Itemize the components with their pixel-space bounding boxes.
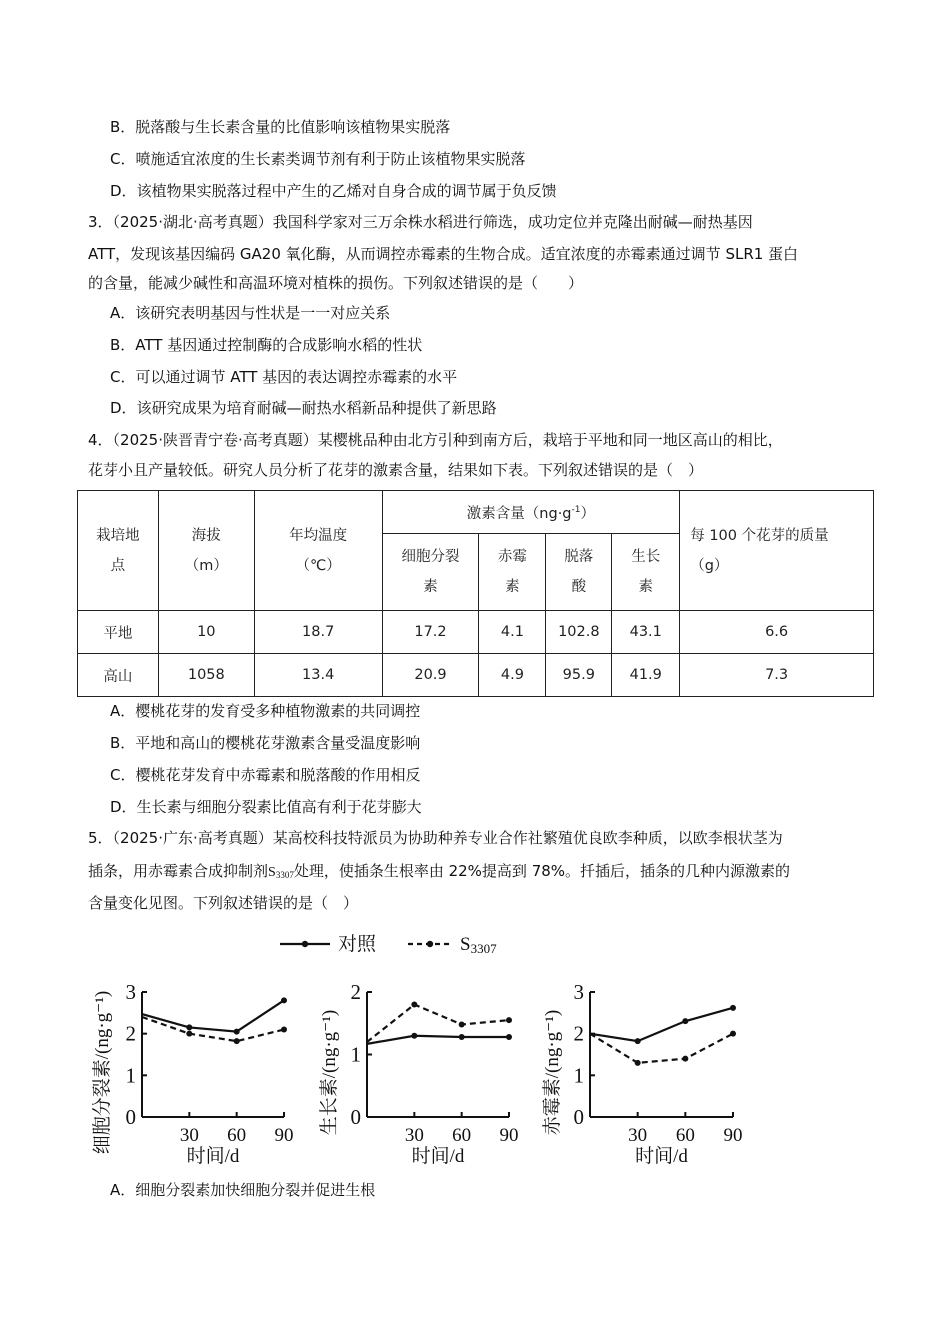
legend-s3307-label: S3307 bbox=[460, 934, 497, 956]
y-tick-label: 1 bbox=[125, 1063, 136, 1088]
cell-mass: 7.3 bbox=[680, 654, 874, 697]
x-tick-label: 90 bbox=[274, 1125, 294, 1146]
line-chart-1 bbox=[91, 980, 294, 1167]
data-point bbox=[682, 1056, 688, 1062]
header-text: 赤霉 bbox=[497, 549, 527, 565]
series-control-line bbox=[142, 1000, 284, 1031]
header-text: 每 100 个花芽的质量 bbox=[690, 527, 829, 544]
option-label: D． bbox=[110, 182, 137, 200]
header-text: 素 bbox=[638, 579, 653, 595]
cell-gibberellin: 4.1 bbox=[479, 611, 546, 654]
header-temperature bbox=[254, 491, 382, 611]
q3-option-b bbox=[110, 335, 422, 355]
option-label: C． bbox=[110, 368, 136, 386]
q4-option-b bbox=[110, 733, 420, 753]
option-text: 脱落酸与生长素含量的比值影响该植物果实脱落 bbox=[135, 118, 451, 136]
header-text: 素 bbox=[505, 579, 520, 595]
x-tick-label: 60 bbox=[227, 1125, 247, 1146]
option-label: B． bbox=[110, 734, 136, 752]
q3-stem-line-2: ATT，发现该基因编码 GA20 氧化酶，从而调控赤霉素的生物合成。适宜浓度的赤霉素通过调节 SLR1 蛋白 bbox=[88, 245, 799, 263]
header-text: ） bbox=[580, 505, 595, 522]
header-text: 海拔 bbox=[191, 527, 221, 544]
stem-text: 插条，用赤霉素合成抑制剂 bbox=[88, 862, 269, 880]
y-tick-label: 2 bbox=[573, 1021, 584, 1046]
data-point bbox=[281, 997, 287, 1003]
option-text: 平地和高山的樱桃花芽激素含量受温度影响 bbox=[135, 734, 421, 752]
cell-mass: 6.6 bbox=[680, 611, 874, 654]
x-axis-label: 时间/d bbox=[411, 1146, 465, 1167]
header-text: 激素含量（ng·g bbox=[466, 505, 572, 522]
y-tick-label: 3 bbox=[573, 980, 584, 1004]
option-text: 樱桃花芽发育中赤霉素和脱落酸的作用相反 bbox=[135, 766, 421, 784]
y-tick-label: 2 bbox=[350, 980, 361, 1004]
q3-option-d bbox=[110, 398, 497, 418]
x-axis-label: 时间/d bbox=[635, 1146, 688, 1167]
y-tick-label: 1 bbox=[350, 1042, 361, 1067]
cell-altitude: 1058 bbox=[158, 654, 254, 697]
option-label: A． bbox=[110, 304, 136, 322]
header-hormone-content bbox=[382, 491, 680, 534]
option-label: A． bbox=[110, 702, 136, 720]
q2-option-d bbox=[110, 181, 557, 201]
q5-option-a bbox=[110, 1180, 375, 1200]
x-tick-label: 60 bbox=[675, 1125, 695, 1146]
cell-auxin: 43.1 bbox=[612, 611, 680, 654]
data-point bbox=[411, 1033, 417, 1039]
data-point bbox=[459, 1022, 465, 1028]
data-point bbox=[281, 1027, 287, 1033]
option-text: 该研究成果为培育耐碱—耐热水稻新品种提供了新思路 bbox=[136, 399, 497, 417]
header-text: 细胞分裂 bbox=[401, 549, 460, 565]
cell-cytokinin: 20.9 bbox=[382, 654, 479, 697]
x-tick-label: 90 bbox=[499, 1125, 519, 1146]
y-axis-label: 细胞分裂素/(ng·g⁻¹) bbox=[92, 990, 113, 1155]
cell-temp: 13.4 bbox=[254, 654, 382, 697]
data-point bbox=[411, 1002, 417, 1008]
q4-stem-line-1: 4．（2025·陕晋青宁卷·高考真题）某樱桃品种由北方引种到南方后，栽培于平地和同一地区高山的相比， bbox=[88, 431, 783, 449]
option-text: 樱桃花芽的发育受多种植物激素的共同调控 bbox=[135, 702, 421, 720]
cell-auxin: 41.9 bbox=[612, 654, 680, 697]
table-row bbox=[78, 611, 874, 654]
header-text: 酸 bbox=[571, 579, 587, 595]
data-point bbox=[506, 1017, 512, 1023]
option-label: C． bbox=[110, 766, 136, 784]
data-point bbox=[234, 1029, 240, 1035]
y-axis-label: 生长素/(ng·g⁻¹) bbox=[319, 1009, 340, 1136]
cell-aba: 95.9 bbox=[546, 654, 612, 697]
data-point bbox=[186, 1024, 192, 1030]
data-point bbox=[635, 1038, 641, 1044]
q4-option-c bbox=[110, 765, 421, 785]
q3-stem-line-1: 3．（2025·湖北·高考真题）我国科学家对三万余株水稻进行筛选，成功定位并克隆出耐碱—耐热基因 bbox=[88, 213, 753, 231]
q2-option-b bbox=[110, 117, 450, 137]
option-label: C． bbox=[110, 150, 136, 168]
option-text: 喷施适宜浓度的生长素类调节剂有利于防止该植物果实脱落 bbox=[135, 150, 526, 168]
series-control-line bbox=[367, 1036, 509, 1044]
header-site bbox=[78, 491, 159, 611]
header-text: 脱落 bbox=[564, 549, 594, 565]
q3-option-a bbox=[110, 303, 390, 323]
header-text: 素 bbox=[423, 579, 438, 595]
x-tick-label: 30 bbox=[404, 1125, 424, 1146]
header-text: 生长 bbox=[631, 549, 661, 565]
option-text: 生长素与细胞分裂素比值高有利于花芽膨大 bbox=[136, 798, 422, 816]
y-tick-label: 2 bbox=[125, 1021, 136, 1046]
cell-aba: 102.8 bbox=[546, 611, 612, 654]
option-text: 该研究表明基因与性状是一一对应关系 bbox=[135, 304, 391, 322]
header-cytokinin bbox=[382, 534, 479, 611]
x-tick-label: 90 bbox=[723, 1125, 743, 1146]
option-text: 该植物果实脱落过程中产生的乙烯对自身合成的调节属于负反馈 bbox=[136, 182, 557, 200]
cell-temp: 18.7 bbox=[254, 611, 382, 654]
line-chart-2 bbox=[318, 980, 519, 1167]
data-point bbox=[506, 1034, 512, 1040]
stem-text: 处理，使插条生根率由 22%提高到 78%。扦插后，插条的几种内源激素的 bbox=[293, 862, 791, 880]
option-label: D． bbox=[110, 399, 137, 417]
header-gibberellin bbox=[479, 534, 546, 611]
q3-option-c bbox=[110, 367, 457, 387]
header-auxin bbox=[612, 534, 680, 611]
q4-stem-line-2: 花芽小且产量较低。研究人员分析了花芽的激素含量，结果如下表。下列叙述错误的是（ ） bbox=[88, 461, 704, 479]
option-text: 可以通过调节 ATT 基因的表达调控赤霉素的水平 bbox=[135, 368, 458, 386]
data-point bbox=[635, 1060, 641, 1066]
cell-gibberellin: 4.9 bbox=[479, 654, 546, 697]
data-point bbox=[730, 1005, 736, 1011]
header-text: （℃） bbox=[295, 557, 341, 574]
line-chart-3 bbox=[541, 980, 743, 1167]
x-axis-label: 时间/d bbox=[186, 1146, 240, 1167]
q2-option-c bbox=[110, 149, 526, 169]
q5-stem-line-3: 含量变化见图。下列叙述错误的是（ ） bbox=[88, 894, 359, 912]
data-point bbox=[186, 1031, 192, 1037]
header-text: 点 bbox=[110, 557, 126, 574]
option-label: B． bbox=[110, 118, 136, 136]
option-label: B． bbox=[110, 336, 136, 354]
header-text: 栽培地 bbox=[96, 527, 140, 544]
y-tick-label: 0 bbox=[125, 1105, 136, 1129]
legend-control-label: 对照 bbox=[338, 934, 377, 955]
header-abscisic-acid bbox=[546, 534, 612, 611]
hormone-table bbox=[77, 490, 874, 697]
option-text: 细胞分裂素加快细胞分裂并促进生根 bbox=[135, 1181, 376, 1199]
option-text: ATT 基因通过控制酶的合成影响水稻的性状 bbox=[135, 336, 423, 354]
header-text: （g） bbox=[690, 557, 729, 574]
x-tick-label: 30 bbox=[628, 1125, 648, 1146]
cell-cytokinin: 17.2 bbox=[382, 611, 479, 654]
hormone-line-charts bbox=[0, 920, 950, 1170]
data-point bbox=[234, 1038, 240, 1044]
option-label: A． bbox=[110, 1181, 136, 1199]
header-text: 年均温度 bbox=[289, 527, 348, 544]
series-control-line bbox=[590, 1008, 733, 1041]
cell-site: 高山 bbox=[78, 654, 159, 697]
header-mass bbox=[680, 491, 874, 611]
q4-option-a bbox=[110, 701, 420, 721]
option-label: D． bbox=[110, 798, 137, 816]
x-tick-label: 30 bbox=[179, 1125, 199, 1146]
table-row bbox=[78, 654, 874, 697]
y-tick-label: 3 bbox=[125, 980, 136, 1004]
y-axis-label: 赤霉素/(ng·g⁻¹) bbox=[542, 1009, 563, 1136]
unit-superscript: -1 bbox=[571, 504, 581, 515]
header-altitude bbox=[158, 491, 254, 611]
cell-site: 平地 bbox=[78, 611, 159, 654]
data-point bbox=[459, 1034, 465, 1040]
data-point bbox=[730, 1031, 736, 1037]
cell-altitude: 10 bbox=[158, 611, 254, 654]
q4-option-d bbox=[110, 797, 422, 817]
header-text: （m） bbox=[184, 557, 228, 574]
x-tick-label: 60 bbox=[452, 1125, 472, 1146]
chart-legend bbox=[280, 933, 497, 956]
y-tick-label: 0 bbox=[573, 1105, 584, 1129]
y-tick-label: 0 bbox=[350, 1105, 361, 1129]
data-point bbox=[682, 1018, 688, 1024]
q5-stem-line-1: 5．（2025·广东·高考真题）某高校科技特派员为协助种养专业合作社繁殖优良欧李种质，以欧李根状茎为 bbox=[88, 829, 783, 847]
q5-stem-line-2 bbox=[88, 861, 790, 885]
q3-stem-line-3: 的含量，能减少碱性和高温环境对植株的损伤。下列叙述错误的是（ ） bbox=[88, 274, 584, 292]
s3307-label bbox=[268, 865, 294, 880]
s-letter: S bbox=[268, 865, 276, 880]
s-subscript: 3307 bbox=[275, 870, 294, 880]
y-tick-label: 1 bbox=[573, 1063, 584, 1088]
